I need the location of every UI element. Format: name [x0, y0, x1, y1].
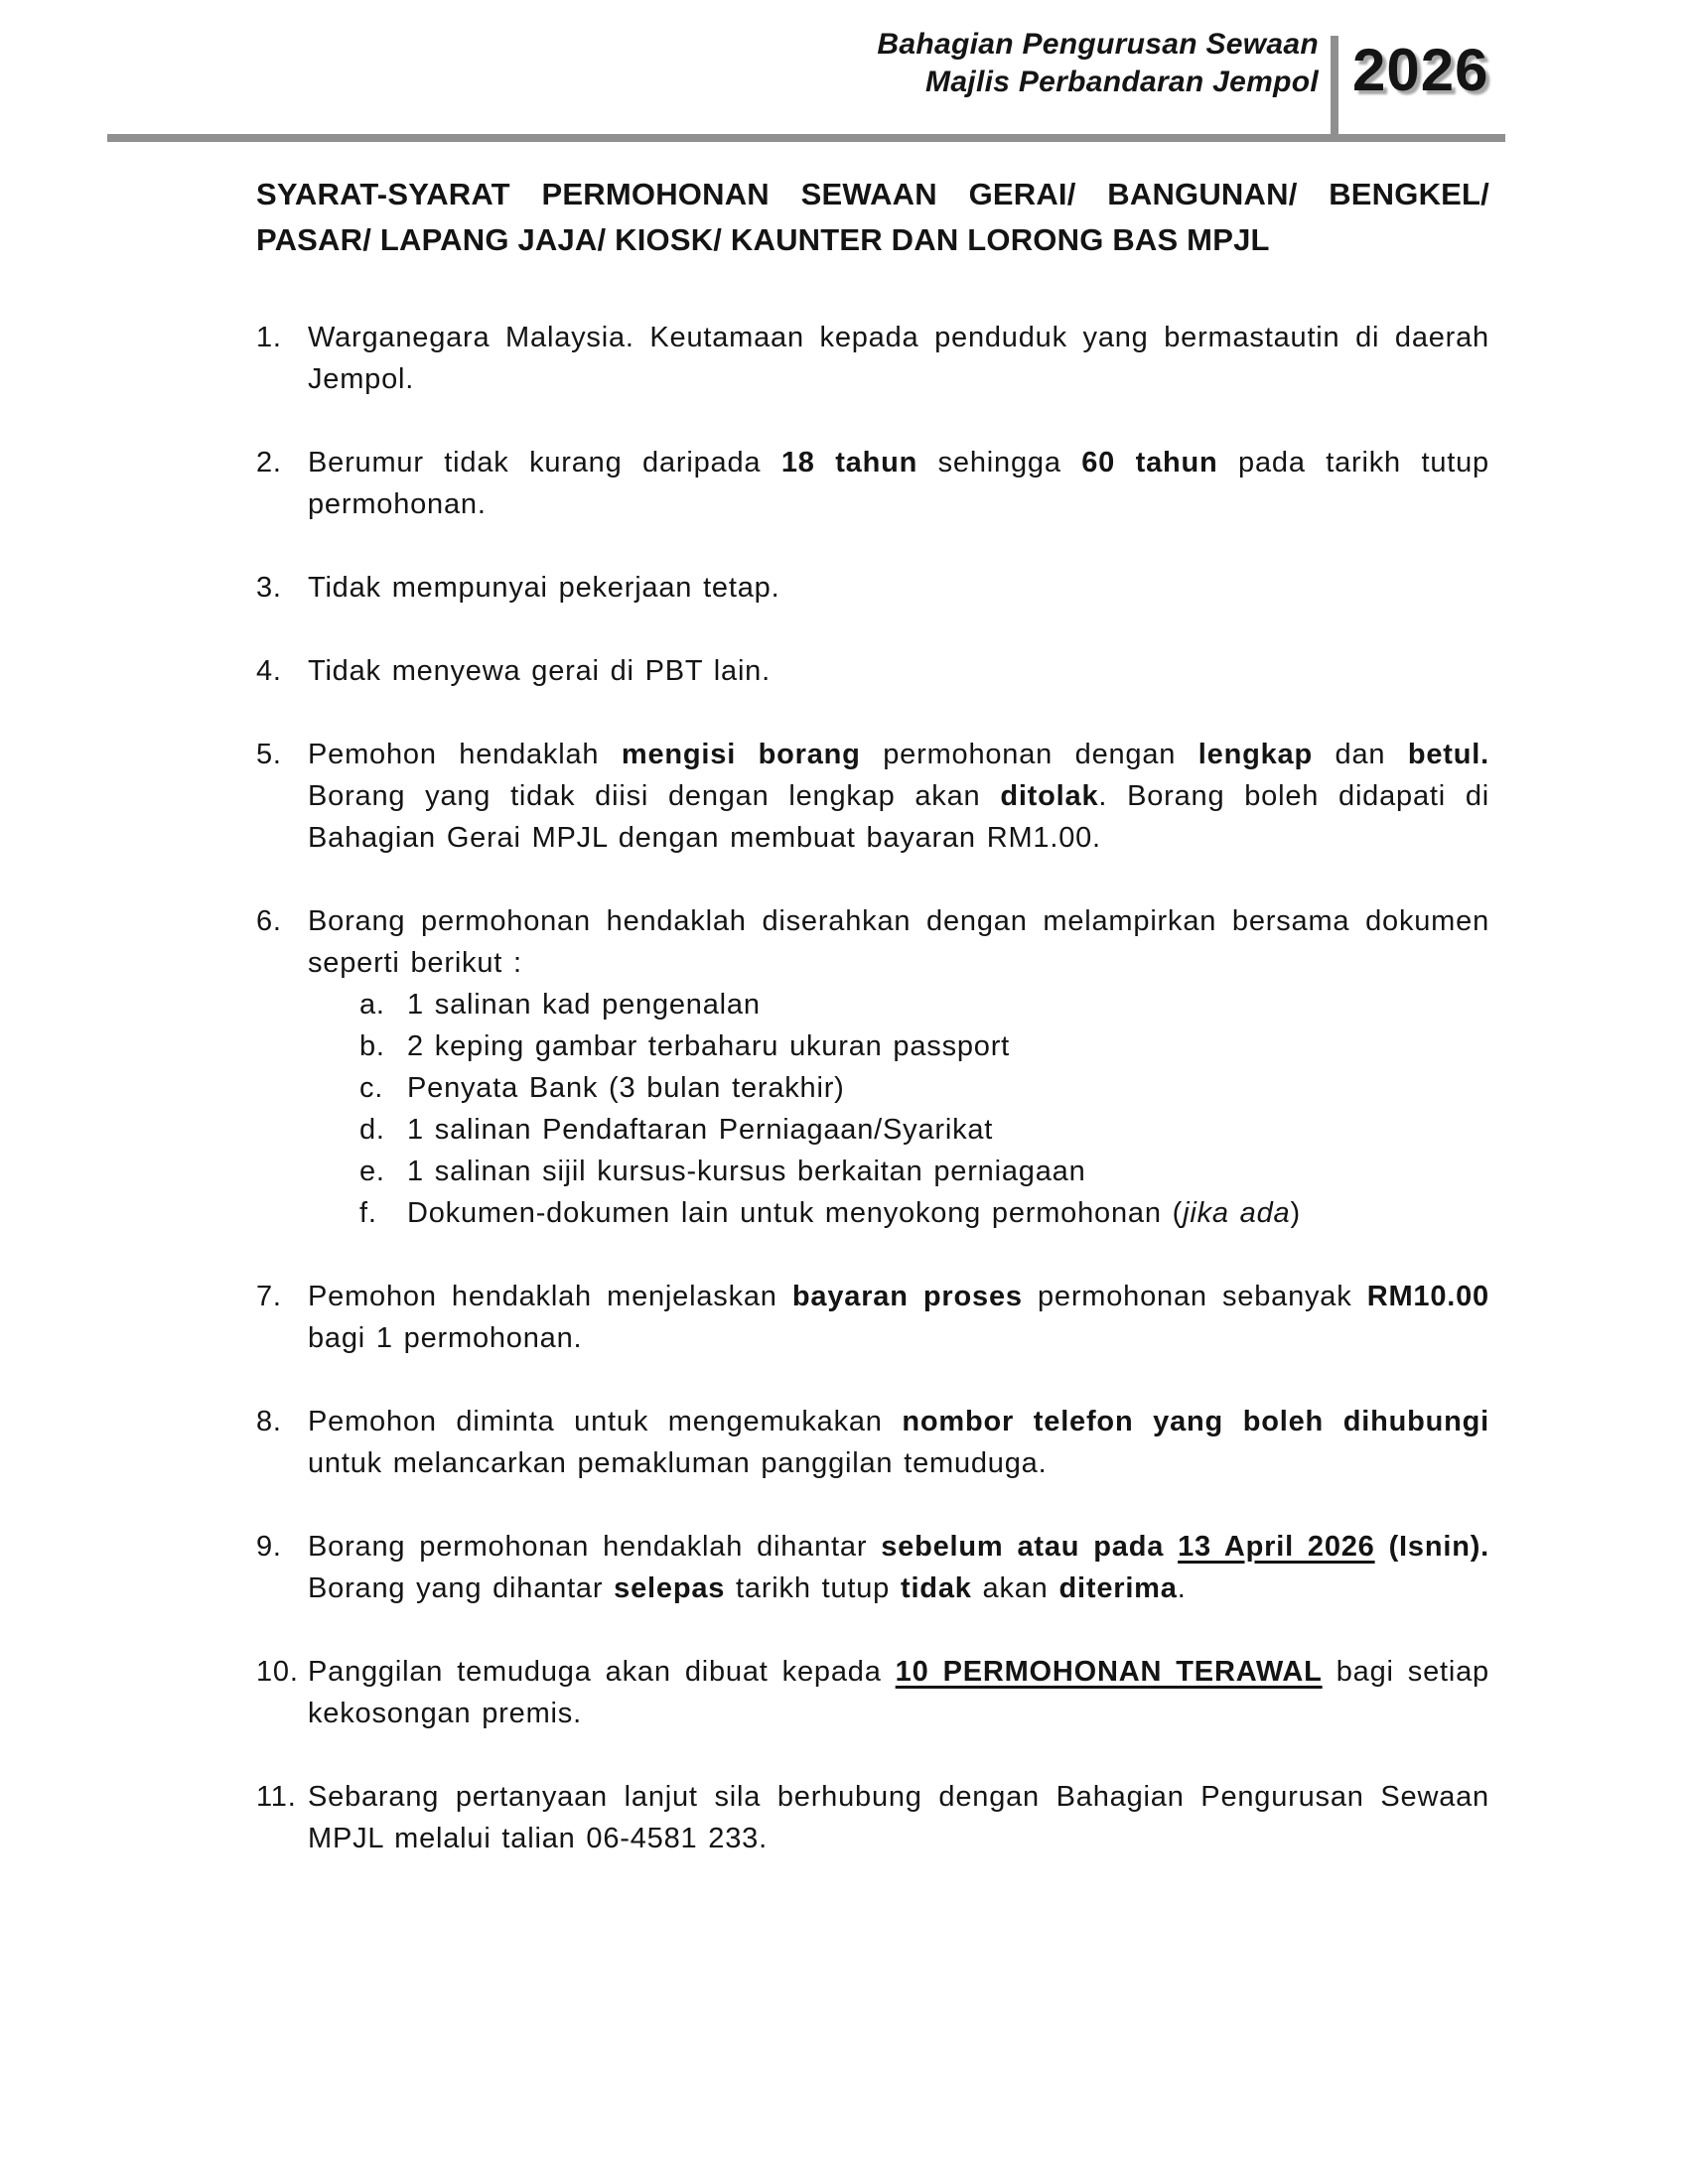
item-text — [308, 317, 1489, 400]
text-segment: 10 PERMOHONAN TERAWAL — [895, 1656, 1323, 1688]
header-rule — [107, 134, 1505, 142]
text-segment — [1375, 1531, 1389, 1563]
text-segment: Warganegara Malaysia. Keutamaan kepada penduduk yang bermastautin di daerah Jempol. — [308, 322, 1489, 395]
item-text — [308, 650, 1489, 692]
item-number: 5. — [256, 739, 282, 770]
condition-item — [256, 1526, 1489, 1609]
header-vertical-divider — [1331, 36, 1338, 142]
item-number: 6. — [256, 905, 282, 937]
text-segment — [1164, 1531, 1178, 1563]
text-segment: bagi 1 permohonan. — [308, 1322, 583, 1354]
department-line1: Bahagian Pengurusan Sewaan — [877, 28, 1319, 61]
text-segment: Panggilan temuduga akan dibuat kepada — [308, 1656, 896, 1688]
sub-item — [359, 1192, 1489, 1234]
text-segment: Tidak menyewa gerai di PBT lain. — [308, 655, 771, 687]
item-text — [308, 1276, 1489, 1359]
item-number: 9. — [256, 1531, 282, 1563]
year-label: 2026 — [1352, 37, 1489, 103]
document-sublist — [359, 984, 1489, 1234]
text-segment: 13 April 2026 — [1178, 1531, 1375, 1563]
sub-item-letter: a. — [359, 989, 385, 1021]
text-segment: Pemohon diminta untuk mengemukakan — [308, 1406, 903, 1437]
text-segment: sebelum atau pada — [881, 1531, 1165, 1563]
text-segment: Borang yang tidak diisi dengan lengkap akan — [308, 780, 1001, 812]
text-segment: betul. — [1407, 739, 1489, 770]
text-segment: ) — [1290, 1197, 1301, 1229]
page-header — [0, 0, 1688, 142]
sub-item-text — [407, 984, 1489, 1025]
text-segment: 1 salinan Pendaftaran Perniagaan/Syarikat — [407, 1114, 994, 1146]
text-segment: 1 salinan sijil kursus-kursus berkaitan perniagaan — [407, 1156, 1086, 1187]
text-segment: pada tarikh tutup permohonan. — [308, 447, 1489, 520]
sub-item-text — [407, 1192, 1489, 1234]
item-number: 10. — [256, 1656, 299, 1688]
sub-item-text — [407, 1109, 1489, 1151]
text-segment: Borang permohonan hendaklah dihantar — [308, 1531, 882, 1563]
condition-item — [256, 442, 1489, 525]
title-line2: PASAR/ LAPANG JAJA/ KIOSK/ KAUNTER DAN LORONG BAS MPJL — [256, 222, 1270, 257]
text-segment: . — [1177, 1572, 1187, 1604]
text-segment: bagi setiap kekosongan premis. — [308, 1656, 1489, 1729]
sub-item-text — [407, 1151, 1489, 1192]
sub-item — [359, 1151, 1489, 1192]
item-number: 11. — [256, 1781, 297, 1813]
text-segment: 60 tahun — [1081, 447, 1218, 478]
condition-item — [256, 567, 1489, 609]
sub-item-letter: b. — [359, 1030, 385, 1062]
department-name — [877, 26, 1319, 101]
text-segment: Borang yang dihantar — [308, 1572, 615, 1604]
item-number: 1. — [256, 322, 282, 353]
condition-item — [256, 1776, 1489, 1859]
condition-item — [256, 734, 1489, 859]
text-segment: bayaran proses — [791, 1281, 1023, 1312]
text-segment: ditolak — [1000, 780, 1099, 812]
condition-item — [256, 900, 1489, 1234]
condition-item — [256, 1651, 1489, 1734]
condition-item — [256, 650, 1489, 692]
text-segment: dan — [1312, 739, 1408, 770]
text-segment: . Borang boleh didapati di Bahagian Gerai MPJL dengan membuat bayaran RM1.00. — [308, 780, 1490, 854]
department-line2: Majlis Perbandaran Jempol — [925, 66, 1319, 98]
item-text — [308, 1401, 1489, 1484]
text-segment: selepas — [614, 1572, 726, 1604]
item-number: 2. — [256, 447, 282, 478]
text-segment: Penyata Bank (3 bulan terakhir) — [407, 1072, 845, 1104]
condition-item — [256, 317, 1489, 400]
item-text — [308, 1651, 1489, 1734]
text-segment: nombor telefon yang boleh dihubungi — [902, 1406, 1490, 1437]
sub-item-letter: f. — [359, 1197, 377, 1229]
sub-item-text — [407, 1025, 1489, 1067]
item-number: 3. — [256, 572, 282, 604]
text-segment: sehingga — [917, 447, 1082, 478]
item-text — [308, 567, 1489, 609]
text-segment: lengkap — [1197, 739, 1313, 770]
document-title — [256, 172, 1489, 263]
text-segment: untuk melancarkan pemakluman panggilan temuduga. — [308, 1447, 1048, 1479]
text-segment: Pemohon hendaklah — [308, 739, 622, 770]
text-segment: mengisi borang — [621, 739, 861, 770]
item-text — [308, 900, 1489, 1234]
text-segment: tidak — [900, 1572, 972, 1604]
text-segment: tarikh tutup — [725, 1572, 901, 1604]
sub-item-letter: d. — [359, 1114, 385, 1146]
item-number: 8. — [256, 1406, 282, 1437]
sub-item — [359, 1109, 1489, 1151]
text-segment: Tidak mempunyai pekerjaan tetap. — [308, 572, 780, 604]
text-segment: permohonan sebanyak — [1022, 1281, 1367, 1312]
text-segment: (Isnin). — [1388, 1531, 1490, 1563]
condition-item — [256, 1401, 1489, 1484]
text-segment: Borang permohonan hendaklah diserahkan dengan melampirkan bersama dokumen seperti berikut : — [308, 905, 1489, 979]
item-number: 7. — [256, 1281, 282, 1312]
text-segment: Sebarang pertanyaan lanjut sila berhubung dengan Bahagian Pengurusan Sewaan MPJL melalui talian 06-4581 233. — [308, 1781, 1489, 1854]
item-text — [308, 1776, 1489, 1859]
sub-item-text — [407, 1067, 1489, 1109]
text-segment: permohonan dengan — [860, 739, 1198, 770]
text-segment: akan — [971, 1572, 1059, 1604]
text-segment: 1 salinan kad pengenalan — [407, 989, 761, 1021]
conditions-list — [256, 317, 1489, 1859]
text-segment: Pemohon hendaklah menjelaskan — [308, 1281, 792, 1312]
sub-item-letter: c. — [359, 1072, 384, 1104]
sub-item-letter: e. — [359, 1156, 385, 1187]
title-line1: SYARAT-SYARAT PERMOHONAN SEWAAN GERAI/ BANGUNAN/ BENGKEL/ — [256, 177, 1489, 211]
item-text — [308, 1526, 1489, 1609]
text-segment: diterima — [1058, 1572, 1178, 1604]
text-segment: 2 keping gambar terbaharu ukuran passport — [407, 1030, 1011, 1062]
item-text — [308, 442, 1489, 525]
sub-item — [359, 984, 1489, 1025]
text-segment: jika ada — [1183, 1197, 1291, 1229]
item-text — [308, 734, 1489, 859]
item-number: 4. — [256, 655, 282, 687]
sub-item — [359, 1025, 1489, 1067]
text-segment: RM10.00 — [1366, 1281, 1489, 1312]
text-segment: Dokumen-dokumen lain untuk menyokong permohonan ( — [407, 1197, 1184, 1229]
text-segment: Berumur tidak kurang daripada — [308, 447, 781, 478]
sub-item — [359, 1067, 1489, 1109]
condition-item — [256, 1276, 1489, 1359]
text-segment: 18 tahun — [780, 447, 918, 478]
